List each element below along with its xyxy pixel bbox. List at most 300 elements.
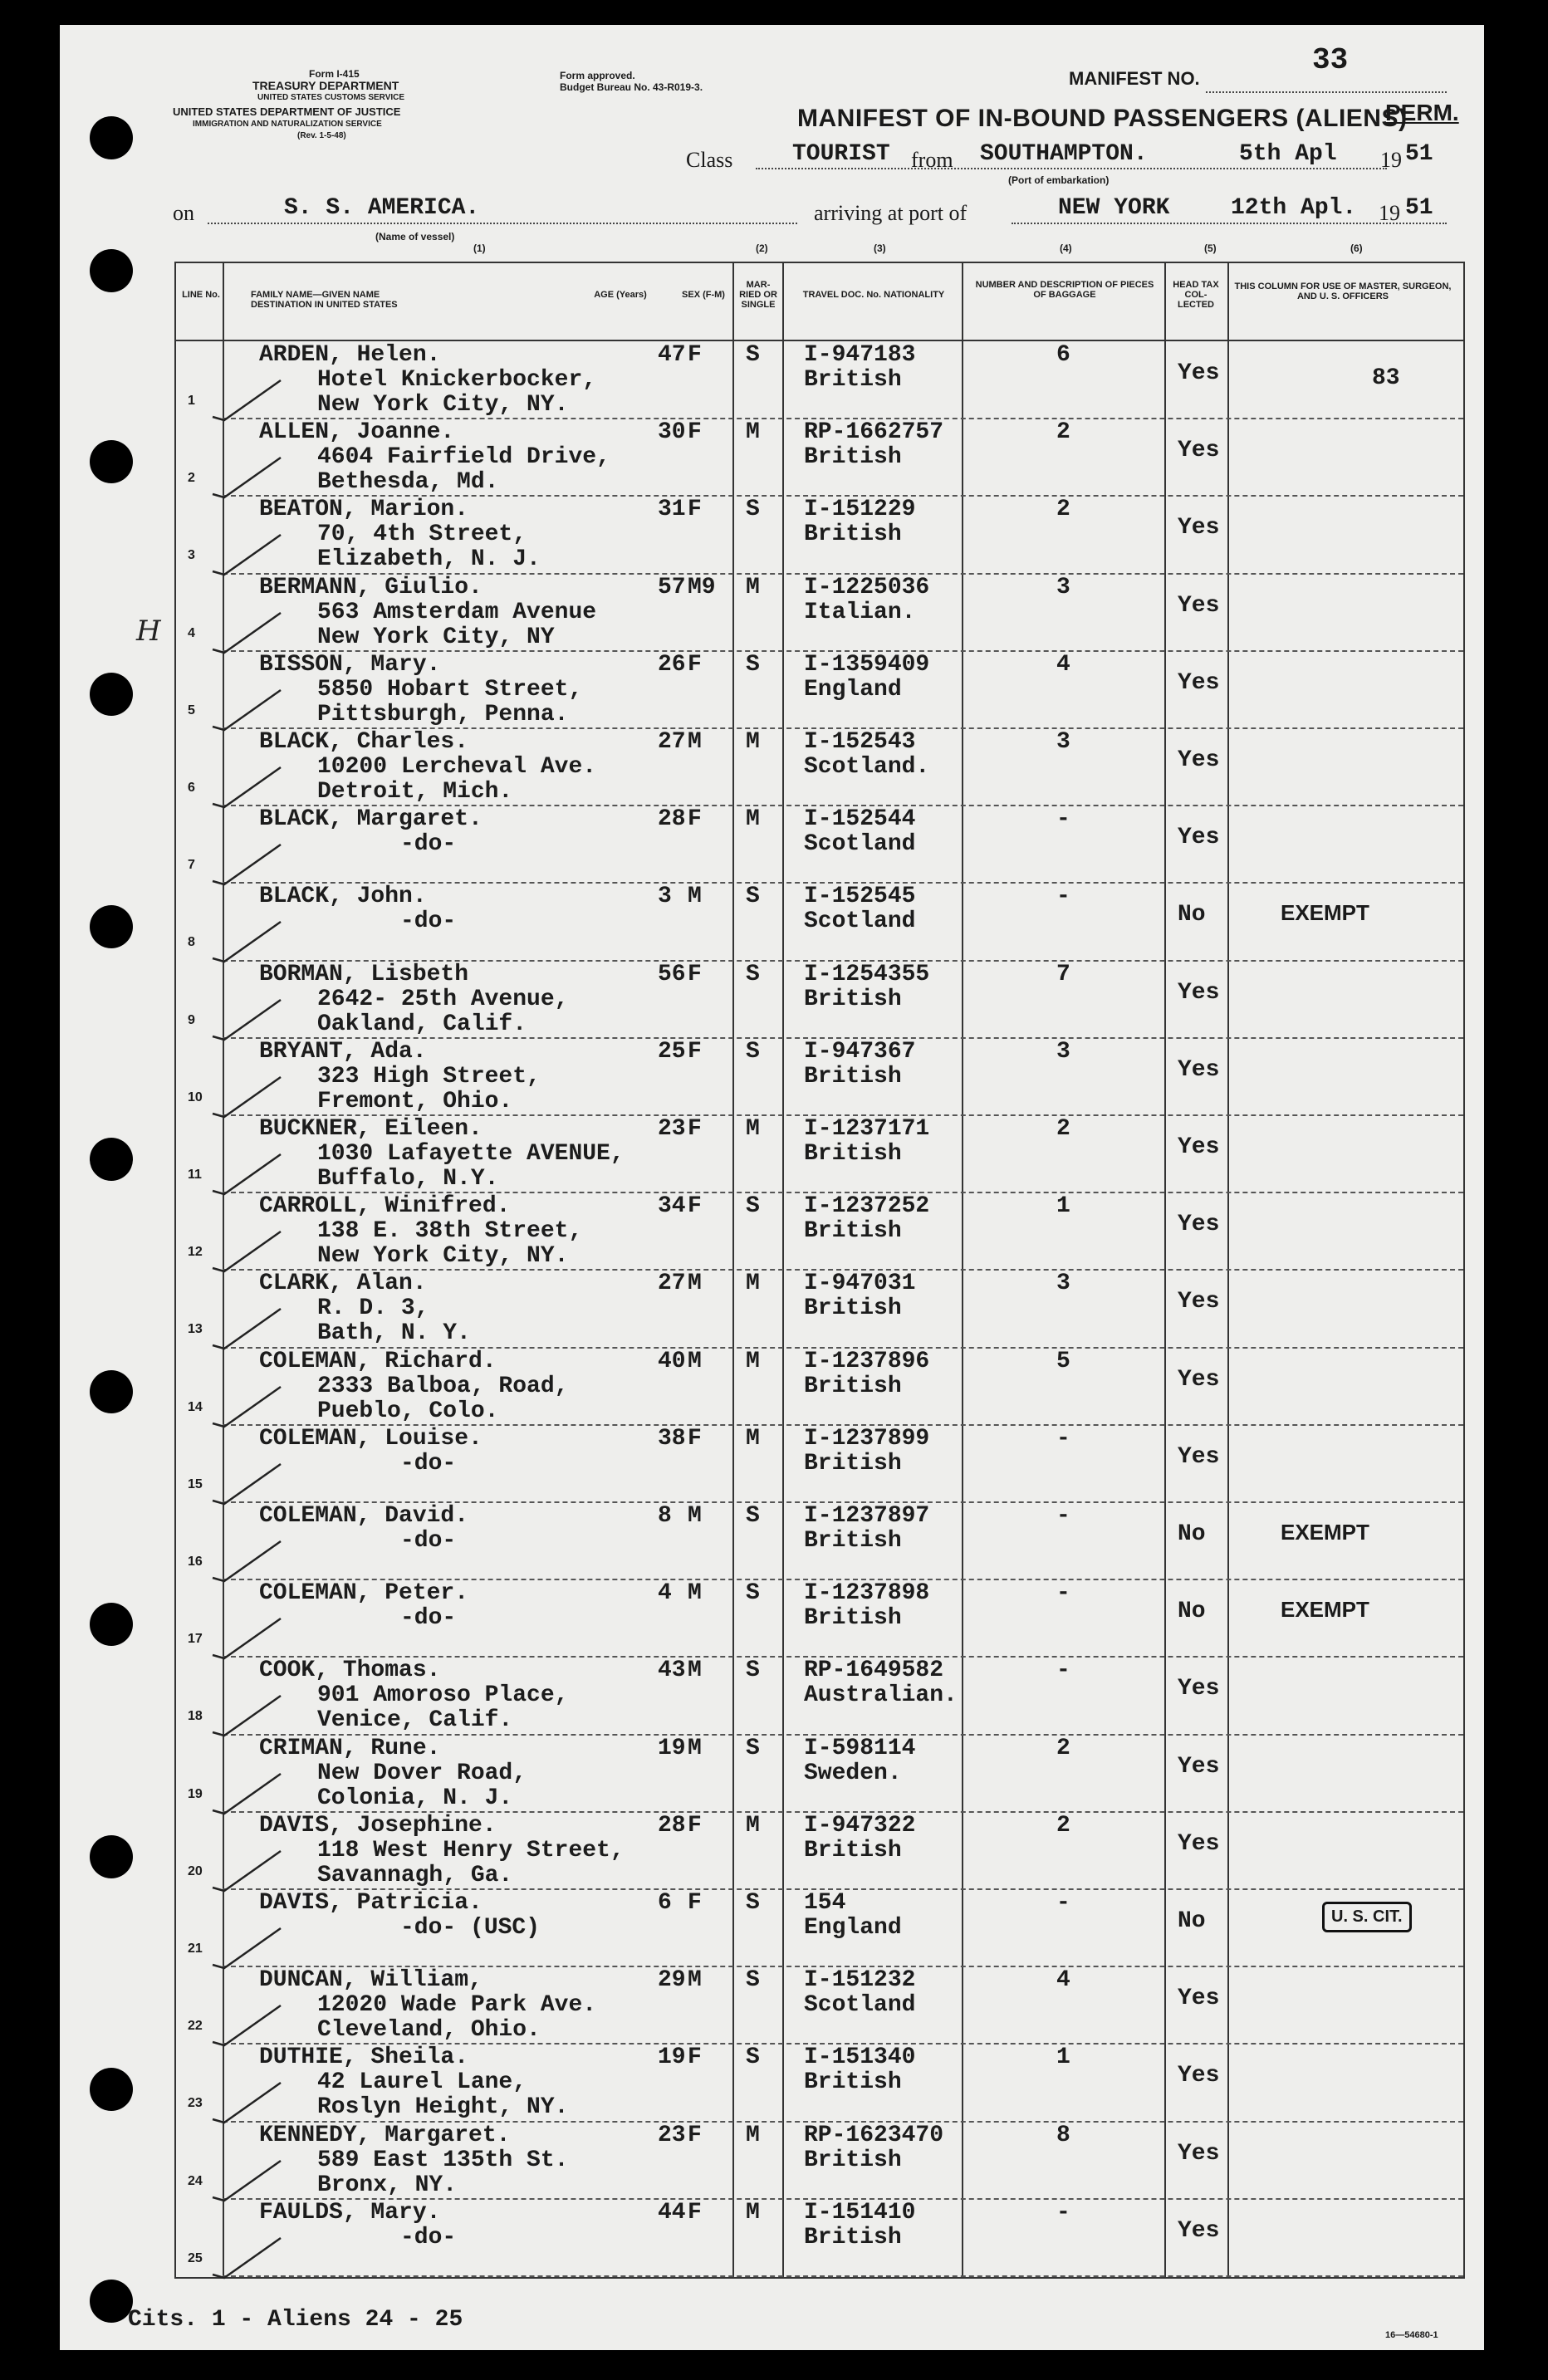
ins-service: IMMIGRATION AND NATURALIZATION SERVICE — [193, 120, 382, 129]
sex: F — [688, 1193, 702, 1220]
sex: M — [688, 1503, 702, 1529]
destination-line-2: Oakland, Calif. — [317, 1011, 527, 1037]
travel-document-no: 154 — [804, 1890, 846, 1916]
sex: F — [688, 1116, 702, 1142]
sex: F — [688, 2122, 702, 2148]
destination-line-2: Pueblo, Colo. — [317, 1398, 499, 1424]
col-head-tax: HEAD TAX COL- LECTED — [1173, 280, 1219, 310]
head-tax-collected: Yes — [1178, 669, 1220, 696]
sex: F — [688, 497, 702, 523]
baggage-pieces: 2 — [1056, 1812, 1070, 1839]
destination-line-2: New York City, NY. — [317, 1243, 569, 1270]
head-tax-collected: Yes — [1178, 2063, 1220, 2089]
destination-line-2: Pittsburgh, Penna. — [317, 701, 569, 727]
marital-status: S — [746, 342, 760, 368]
line-number: 5 — [188, 703, 195, 717]
head-tax-collected: Yes — [1178, 1986, 1220, 2012]
sex: F — [688, 961, 702, 987]
nationality: England — [804, 1915, 902, 1941]
destination-line-1: 10200 Lercheval Ave. — [317, 754, 597, 780]
baggage-pieces: 2 — [1056, 1116, 1070, 1142]
age: 4 — [658, 1580, 672, 1607]
punch-hole — [90, 1370, 133, 1413]
baggage-pieces: - — [1056, 1658, 1070, 1684]
check-mark-icon — [209, 840, 284, 889]
punch-hole — [90, 1138, 133, 1181]
table-row — [176, 652, 1463, 729]
official-note: EXEMPT — [1281, 900, 1369, 926]
table-row — [176, 806, 1463, 884]
class-value: TOURIST — [792, 141, 890, 167]
table-row — [176, 575, 1463, 652]
check-mark-icon — [209, 1923, 284, 1973]
baggage-pieces: 4 — [1056, 1967, 1070, 1994]
line-number: 9 — [188, 1012, 195, 1027]
sex: M — [688, 1967, 702, 1994]
baggage-pieces: - — [1056, 884, 1070, 910]
class-label: Class — [686, 148, 733, 172]
travel-document-no: I-152545 — [804, 884, 916, 910]
baggage-pieces: 3 — [1056, 729, 1070, 755]
destination-line-2: Detroit, Mich. — [317, 779, 513, 805]
age: 25 — [658, 1038, 686, 1065]
punch-hole — [90, 1603, 133, 1646]
footer-code: 16—54680-1 — [1385, 2330, 1438, 2340]
punch-hole — [90, 673, 133, 716]
baggage-pieces: - — [1056, 1425, 1070, 1452]
punch-hole — [90, 2280, 133, 2323]
travel-document-no: I-1237898 — [804, 1580, 930, 1607]
table-row — [176, 1116, 1463, 1193]
check-mark-icon — [209, 685, 284, 735]
line-number: 13 — [188, 1322, 203, 1337]
marital-status: S — [746, 1193, 760, 1220]
check-mark-icon — [209, 375, 284, 425]
passenger-name: COLEMAN, Peter. — [259, 1580, 469, 1607]
destination-line-1: -do- — [400, 1528, 457, 1554]
head-tax-collected: Yes — [1178, 1830, 1220, 1857]
baggage-pieces: 1 — [1056, 1193, 1070, 1220]
travel-document-no: I-151229 — [804, 497, 916, 523]
destination-line-1: -do- — [400, 2224, 457, 2250]
footer-summary: Cits. 1 - Aliens 24 - 25 — [128, 2307, 463, 2333]
baggage-pieces: 6 — [1056, 342, 1070, 368]
head-tax-collected: Yes — [1178, 1753, 1220, 1780]
check-mark-icon — [209, 530, 284, 580]
sex: F — [688, 1812, 702, 1839]
nationality: British — [804, 2147, 902, 2173]
check-mark-icon — [209, 995, 284, 1045]
marital-status: S — [746, 1890, 760, 1916]
check-mark-icon — [209, 1614, 284, 1663]
embarkation-caption: (Port of embarkation) — [1008, 174, 1110, 186]
marital-status: S — [746, 497, 760, 523]
col-num-6: (6) — [1350, 242, 1363, 254]
destination-line-1: 4604 Fairfield Drive, — [317, 444, 610, 471]
official-note: EXEMPT — [1281, 1520, 1369, 1545]
passenger-name: COLEMAN, David. — [259, 1503, 469, 1529]
line-number: 14 — [188, 1399, 203, 1414]
age: 34 — [658, 1193, 686, 1220]
destination-line-1: -do- (USC) — [400, 1915, 541, 1941]
marital-status: M — [746, 419, 760, 446]
check-mark-icon — [209, 608, 284, 658]
check-mark-icon — [209, 1691, 284, 1741]
departure-year: 51 — [1405, 141, 1433, 167]
marital-status: S — [746, 1503, 760, 1529]
check-mark-icon — [209, 917, 284, 967]
row-divider — [223, 2275, 1463, 2277]
passenger-name: BLACK, Charles. — [259, 729, 469, 755]
travel-document-no: I-152544 — [804, 806, 916, 833]
travel-document-no: RP-1649582 — [804, 1658, 944, 1684]
line-number: 19 — [188, 1786, 203, 1801]
punch-hole — [90, 1835, 133, 1878]
vessel-caption: (Name of vessel) — [375, 231, 455, 242]
line-number: 8 — [188, 935, 195, 950]
table-row — [176, 729, 1463, 806]
marital-status: M — [746, 1348, 760, 1374]
passenger-name: BRYANT, Ada. — [259, 1038, 427, 1065]
from-label: from — [911, 148, 953, 172]
head-tax-collected: Yes — [1178, 2140, 1220, 2167]
line-number: 12 — [188, 1245, 203, 1260]
table-row — [176, 2123, 1463, 2200]
travel-document-no: I-1237897 — [804, 1503, 930, 1529]
nationality: England — [804, 676, 902, 703]
nationality: British — [804, 1837, 902, 1863]
passenger-name: BISSON, Mary. — [259, 651, 441, 678]
sex: F — [688, 1890, 702, 1916]
marital-status: S — [746, 2045, 760, 2071]
manifest-title: MANIFEST OF IN-BOUND PASSENGERS (ALIENS) — [797, 105, 1408, 132]
marital-status: M — [746, 1425, 760, 1452]
destination-line-1: -do- — [400, 1605, 457, 1632]
baggage-pieces: 4 — [1056, 651, 1070, 678]
nationality: British — [804, 1450, 902, 1476]
line-number: 20 — [188, 1863, 203, 1878]
age: 3 — [658, 884, 672, 910]
col-line-no: LINE No. — [182, 290, 220, 300]
nationality: Australian. — [804, 1682, 958, 1709]
arrival-date: 12th Apl. — [1231, 195, 1357, 221]
sex: M — [688, 1580, 702, 1607]
line-number: 18 — [188, 1709, 203, 1724]
travel-document-no: RP-1662757 — [804, 419, 944, 446]
sex: M — [688, 1735, 702, 1761]
check-mark-icon — [209, 1459, 284, 1509]
check-mark-icon — [209, 1536, 284, 1586]
marital-status: M — [746, 729, 760, 755]
table-row — [176, 1890, 1463, 1967]
table-row — [176, 962, 1463, 1039]
nationality: British — [804, 1295, 902, 1322]
manifest-no-label: MANIFEST NO. — [1069, 68, 1200, 89]
head-tax-collected: Yes — [1178, 1676, 1220, 1702]
passenger-name: BEATON, Marion. — [259, 497, 469, 523]
age: 28 — [658, 806, 686, 833]
check-mark-icon — [209, 1227, 284, 1276]
marital-status: S — [746, 651, 760, 678]
destination-line-1: 42 Laurel Lane, — [317, 2069, 527, 2096]
head-tax-collected: Yes — [1178, 747, 1220, 773]
sex: M — [688, 729, 702, 755]
age: 56 — [658, 961, 686, 987]
table-row — [176, 342, 1463, 419]
table-row — [176, 1039, 1463, 1116]
punch-hole — [90, 249, 133, 292]
head-tax-collected: No — [1178, 1521, 1206, 1547]
destination-line-1: -do- — [400, 908, 457, 935]
sex: M — [688, 1271, 702, 1297]
line-number: 11 — [188, 1168, 202, 1182]
age: 44 — [658, 2199, 686, 2226]
line-number: 1 — [188, 394, 195, 408]
destination-line-2: Roslyn Height, NY. — [317, 2094, 569, 2121]
age: 57 — [658, 574, 686, 600]
head-tax-collected: Yes — [1178, 825, 1220, 851]
nationality: British — [804, 1141, 902, 1167]
line-number: 4 — [188, 625, 195, 640]
col-num-3: (3) — [874, 242, 886, 254]
margin-mark: H — [136, 615, 161, 648]
head-tax-collected: Yes — [1178, 592, 1220, 619]
travel-document-no: I-598114 — [804, 1735, 916, 1761]
head-tax-collected: Yes — [1178, 979, 1220, 1006]
destination-line-2: Cleveland, Ohio. — [317, 2017, 541, 2044]
manifest-table — [174, 262, 1465, 2279]
destination-line-2: Colonia, N. J. — [317, 1785, 513, 1811]
budget-bureau: Budget Bureau No. 43-R019-3. — [560, 81, 703, 93]
travel-document-no: I-947367 — [804, 1038, 916, 1065]
passenger-name: BLACK, John. — [259, 884, 427, 910]
travel-document-no: I-151410 — [804, 2199, 916, 2226]
destination-line-2: New York City, NY. — [317, 392, 569, 418]
col-sex: SEX (F-M) — [682, 290, 725, 300]
arrival-year: 51 — [1405, 195, 1433, 221]
head-tax-collected: Yes — [1178, 438, 1220, 464]
perm-mark: PERM. — [1385, 100, 1459, 125]
baggage-pieces: 2 — [1056, 419, 1070, 446]
age: 23 — [658, 1116, 686, 1142]
destination-line-1: Hotel Knickerbocker, — [317, 367, 597, 393]
baggage-pieces: 7 — [1056, 961, 1070, 987]
line-number: 24 — [188, 2173, 203, 2188]
age: 27 — [658, 1271, 686, 1297]
sex: F — [688, 1425, 702, 1452]
head-tax-collected: Yes — [1178, 1056, 1220, 1083]
destination-line-2: Fremont, Ohio. — [317, 1088, 513, 1114]
table-row — [176, 1271, 1463, 1348]
marital-status: M — [746, 2199, 760, 2226]
col-num-1: (1) — [473, 242, 486, 254]
destination-line-1: 5850 Hobart Street, — [317, 676, 583, 703]
travel-document-no: I-151232 — [804, 1967, 916, 1994]
head-tax-collected: Yes — [1178, 360, 1220, 386]
us-citizen-stamp: U. S. CIT. — [1322, 1902, 1412, 1932]
check-mark-icon — [209, 1149, 284, 1199]
table-row — [176, 1658, 1463, 1735]
travel-document-no: I-1225036 — [804, 574, 930, 600]
sex: F — [688, 342, 702, 368]
nationality: British — [804, 2224, 902, 2250]
departure-year-prefix: 19 — [1380, 148, 1402, 172]
head-tax-collected: No — [1178, 902, 1206, 928]
age: 8 — [658, 1503, 672, 1529]
passenger-name: ALLEN, Joanne. — [259, 419, 455, 446]
travel-document-no: I-1237171 — [804, 1116, 930, 1142]
baggage-pieces: - — [1056, 2199, 1070, 2226]
head-tax-collected: Yes — [1178, 1212, 1220, 1238]
sex: M9 — [688, 574, 716, 600]
col-baggage: NUMBER AND DESCRIPTION OF PIECES OF BAGGAGE — [975, 280, 1154, 300]
table-row — [176, 1736, 1463, 1813]
destination-line-1: 2333 Balboa, Road, — [317, 1373, 569, 1399]
table-row — [176, 1813, 1463, 1890]
table-row — [176, 1503, 1463, 1580]
destination-line-1: -do- — [400, 831, 457, 858]
marital-status: S — [746, 1580, 760, 1607]
col-name: FAMILY NAME—GIVEN NAME DESTINATION IN UNITED STATES — [251, 290, 398, 310]
passenger-name: ARDEN, Helen. — [259, 342, 441, 368]
age: 47 — [658, 342, 686, 368]
head-tax-collected: No — [1178, 1908, 1206, 1934]
age: 26 — [658, 651, 686, 678]
nationality: Scotland — [804, 831, 916, 858]
baggage-pieces: - — [1056, 1580, 1070, 1607]
destination-line-2: Bronx, NY. — [317, 2172, 458, 2198]
embarkation-port: SOUTHAMPTON. — [980, 141, 1148, 167]
line-number: 7 — [188, 858, 195, 873]
sex: F — [688, 2199, 702, 2226]
table-row — [176, 497, 1463, 574]
destination-line-1: 901 Amoroso Place, — [317, 1682, 569, 1709]
arrival-year-prefix: 19 — [1379, 201, 1400, 225]
destination-line-1: 563 Amsterdam Avenue — [317, 599, 597, 625]
age: 27 — [658, 729, 686, 755]
destination-line-2: Buffalo, N.Y. — [317, 1166, 499, 1192]
col-num-2: (2) — [756, 242, 768, 254]
nationality: British — [804, 1063, 902, 1090]
nationality: British — [804, 2069, 902, 2096]
age: 38 — [658, 1425, 686, 1452]
passenger-name: CLARK, Alan. — [259, 1271, 427, 1297]
line-number: 22 — [188, 2019, 203, 2034]
destination-line-2: Savannagh, Ga. — [317, 1862, 513, 1888]
check-mark-icon — [209, 2156, 284, 2206]
baggage-pieces: 1 — [1056, 2045, 1070, 2071]
travel-document-no: I-947183 — [804, 342, 916, 368]
nationality: British — [804, 367, 902, 393]
age: 43 — [658, 1658, 686, 1684]
baggage-pieces: - — [1056, 1890, 1070, 1916]
nationality: Italian. — [804, 599, 916, 625]
on-label: on — [173, 201, 194, 225]
passenger-name: BLACK, Margaret. — [259, 806, 483, 833]
nationality: British — [804, 986, 902, 1012]
marital-status: S — [746, 1967, 760, 1994]
check-mark-icon — [209, 1769, 284, 1819]
passenger-name: DAVIS, Patricia. — [259, 1890, 483, 1916]
age: 19 — [658, 2045, 686, 2071]
marital-status: M — [746, 2122, 760, 2148]
age: 28 — [658, 1812, 686, 1839]
travel-document-no: I-151340 — [804, 2045, 916, 2071]
table-row — [176, 1349, 1463, 1426]
marital-status: M — [746, 1271, 760, 1297]
official-number: 83 — [1372, 365, 1400, 391]
marital-status: M — [746, 1812, 760, 1839]
line-number: 17 — [188, 1632, 203, 1647]
marital-status: S — [746, 884, 760, 910]
col-official: THIS COLUMN FOR USE OF MASTER, SURGEON, AND U. S. OFFICERS — [1234, 282, 1452, 301]
destination-line-1: New Dover Road, — [317, 1760, 527, 1786]
nationality: British — [804, 1528, 902, 1554]
check-mark-icon — [209, 1846, 284, 1896]
line-number: 15 — [188, 1476, 203, 1491]
age: 6 — [658, 1890, 672, 1916]
marital-status: M — [746, 1116, 760, 1142]
destination-line-2: Bethesda, Md. — [317, 469, 499, 496]
passenger-name: BUCKNER, Eileen. — [259, 1116, 483, 1142]
destination-line-2: Bath, N. Y. — [317, 1320, 471, 1347]
passenger-name: BERMANN, Giulio. — [259, 574, 483, 600]
sex: M — [688, 1658, 702, 1684]
vessel-name: S. S. AMERICA. — [284, 195, 480, 221]
head-tax-collected: Yes — [1178, 1134, 1220, 1160]
head-tax-collected: Yes — [1178, 515, 1220, 541]
passenger-name: DAVIS, Josephine. — [259, 1812, 497, 1839]
table-row — [176, 1967, 1463, 2045]
destination-line-1: 1030 Lafayette AVENUE, — [317, 1141, 625, 1167]
travel-document-no: I-1237252 — [804, 1193, 930, 1220]
nationality: British — [804, 522, 902, 548]
check-mark-icon — [209, 2000, 284, 2050]
travel-document-no: I-1254355 — [804, 961, 930, 987]
nationality: Scotland — [804, 908, 916, 935]
table-row — [176, 1426, 1463, 1503]
passenger-name: KENNEDY, Margaret. — [259, 2122, 511, 2148]
nationality: British — [804, 444, 902, 471]
destination-line-1: 12020 Wade Park Ave. — [317, 1992, 597, 2019]
baggage-pieces: 3 — [1056, 1038, 1070, 1065]
line-number: 16 — [188, 1555, 203, 1569]
age: 19 — [658, 1735, 686, 1761]
passenger-name: CARROLL, Winifred. — [259, 1193, 511, 1220]
check-mark-icon — [209, 1072, 284, 1122]
passenger-name: COLEMAN, Richard. — [259, 1348, 497, 1374]
baggage-pieces: - — [1056, 806, 1070, 833]
passenger-name: CRIMAN, Rune. — [259, 1735, 441, 1761]
punch-hole — [90, 440, 133, 483]
travel-document-no: I-1237896 — [804, 1348, 930, 1374]
destination-line-1: 118 West Henry Street, — [317, 1837, 625, 1863]
treasury-department: TREASURY DEPARTMENT — [252, 79, 399, 92]
table-row — [176, 419, 1463, 497]
table-row — [176, 2045, 1463, 2122]
destination-line-1: 138 E. 38th Street, — [317, 1218, 583, 1245]
destination-line-2: Elizabeth, N. J. — [317, 546, 541, 573]
age: 23 — [658, 2122, 686, 2148]
form-revision: (Rev. 1-5-48) — [297, 131, 346, 140]
age: 40 — [658, 1348, 686, 1374]
travel-document-no: I-947031 — [804, 1271, 916, 1297]
nationality: British — [804, 1605, 902, 1632]
travel-document-no: I-1359409 — [804, 651, 930, 678]
table-row — [176, 1580, 1463, 1658]
age: 29 — [658, 1967, 686, 1994]
line-number: 6 — [188, 781, 195, 795]
